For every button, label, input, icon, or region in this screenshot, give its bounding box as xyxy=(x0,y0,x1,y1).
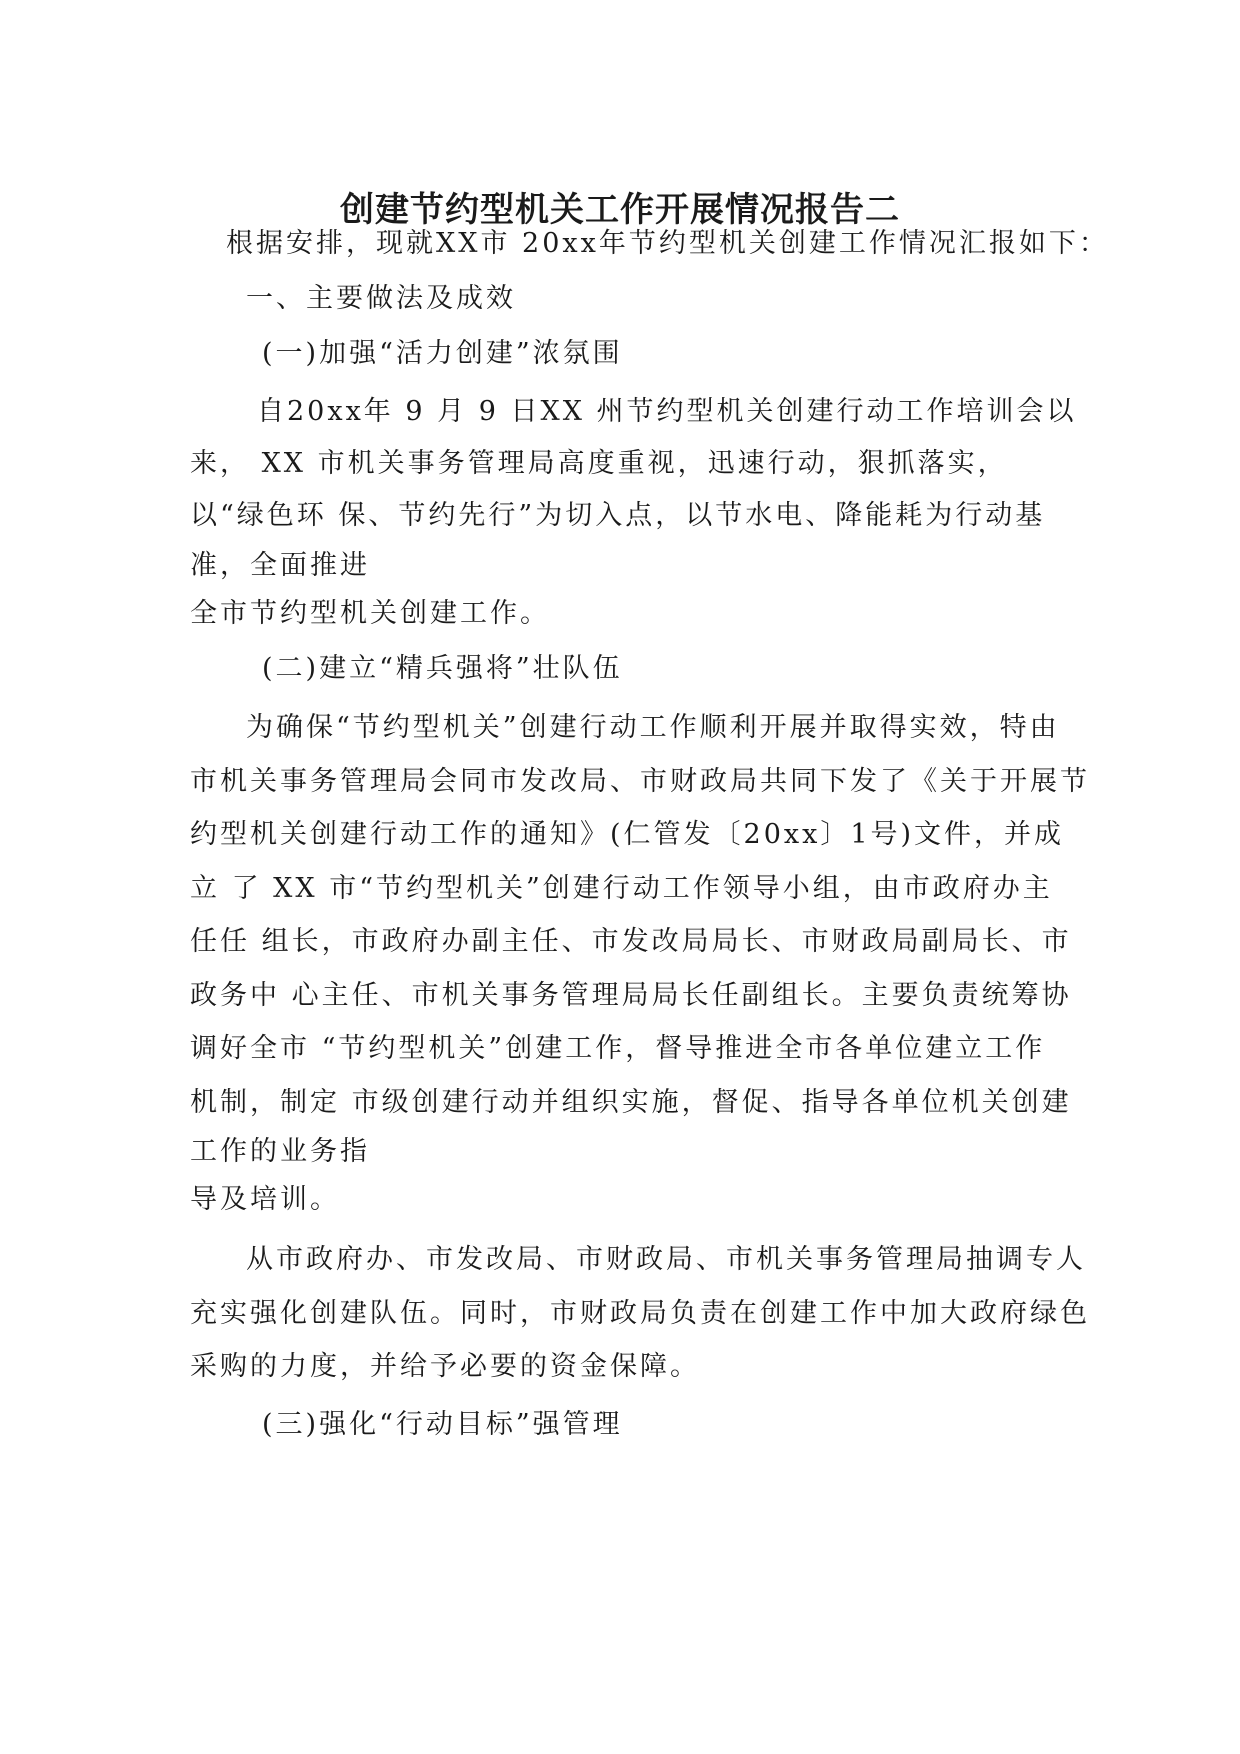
paragraph-line: 导及培训。 xyxy=(190,1184,340,1215)
paragraph-line: 机制，制定 市级创建行动并组织实施，督促、指导各单位机关创建 xyxy=(190,1087,1072,1118)
intro-paragraph: 根据安排，现就XX市 20xx年节约型机关创建工作情况汇报如下： xyxy=(226,228,1109,259)
subheading-3: (三)强化“行动目标”强管理 xyxy=(262,1409,623,1440)
paragraph-line: 立 了 XX 市“节约型机关”创建行动工作领导小组，由市政府办主 xyxy=(190,873,1053,904)
paragraph-line: 市机关事务管理局会同市发改局、市财政局共同下发了《关于开展节 xyxy=(190,766,1090,797)
paragraph-line: 政务中 心主任、市机关事务管理局局长任副组长。主要负责统筹协 xyxy=(190,980,1072,1011)
paragraph-line: 准，全面推进 xyxy=(190,550,370,581)
paragraph-line: 充实强化创建队伍。同时，市财政局负责在创建工作中加大政府绿色 xyxy=(190,1298,1090,1329)
paragraph-line: 从市政府办、市发改局、市财政局、市机关事务管理局抽调专人 xyxy=(246,1244,1086,1275)
subheading-2: (二)建立“精兵强将”壮队伍 xyxy=(262,653,623,684)
paragraph-line: 任任 组长，市政府办副主任、市发改局局长、市财政局副局长、市 xyxy=(190,926,1072,957)
paragraph-line: 来， XX 市机关事务管理局高度重视，迅速行动，狠抓落实， xyxy=(190,448,1008,479)
document-title: 创建节约型机关工作开展情况报告二 xyxy=(340,190,900,230)
paragraph-line: 约型机关创建行动工作的通知》(仁管发〔20xx〕1号)文件，并成 xyxy=(190,819,1065,850)
paragraph-line: 以“绿色环 保、节约先行”为切入点，以节水电、降能耗为行动基 xyxy=(190,500,1046,531)
paragraph-line: 调好全市 “节约型机关”创建工作，督导推进全市各单位建立工作 xyxy=(190,1033,1046,1064)
paragraph-line: 工作的业务指 xyxy=(190,1136,370,1167)
paragraph-line: 自20xx年 9 月 9 日XX 州节约型机关创建行动工作培训会以 xyxy=(257,396,1077,427)
paragraph-line: 全市节约型机关创建工作。 xyxy=(190,598,550,629)
subheading-1: (一)加强“活力创建”浓氛围 xyxy=(262,338,623,369)
paragraph-line: 采购的力度，并给予必要的资金保障。 xyxy=(190,1351,700,1382)
paragraph-line: 为确保“节约型机关”创建行动工作顺利开展并取得实效，特由 xyxy=(246,712,1060,743)
section-heading-1: 一、主要做法及成效 xyxy=(246,283,516,314)
